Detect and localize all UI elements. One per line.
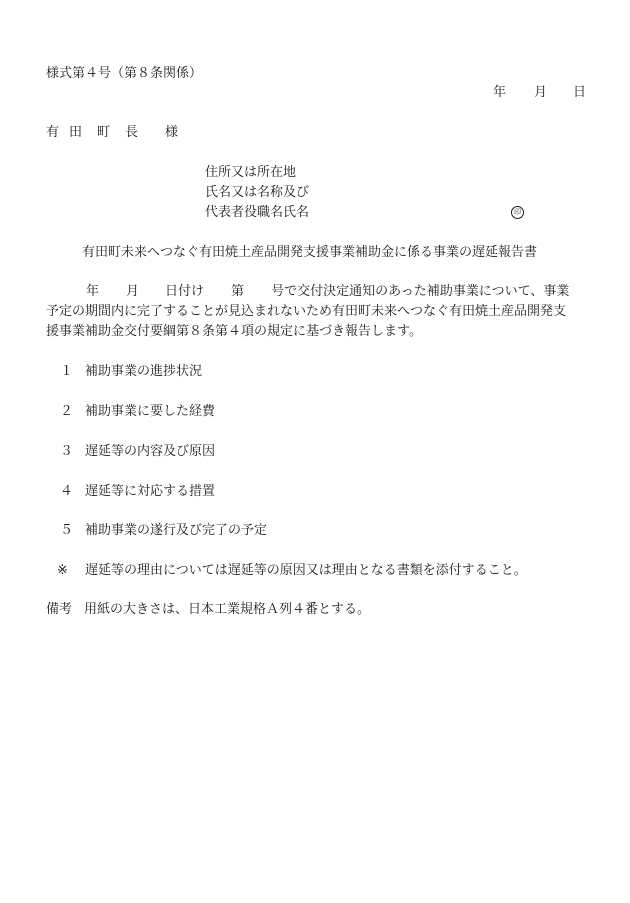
list-item-text: 遅延等の内容及び原因 [85,444,216,459]
list-item-number: ４ [60,484,74,499]
list-item [60,485,215,498]
applicant-name-label: 氏名又は名称及び [205,185,310,200]
list-item [60,524,267,537]
body-month: 月 [126,284,140,299]
remark-text: 用紙の大きさは、日本工業規格Ａ列４番とする。 [84,602,371,617]
applicant-representative-label: 代表者役職名氏名 [205,205,310,220]
list-item [60,365,202,378]
addressee-char: 長 [125,125,139,140]
body-line1-rest: 号で交付決定通知のあった補助事業について、事業 [271,284,570,299]
body-dated: 日付け [165,284,205,299]
body-paragraph-line: 援事業補助金交付要綱第８条第４項の規定に基づき報告します。 [46,324,422,339]
addressee-char: 町 [97,125,111,140]
note-text: 遅延等の理由については遅延等の原因又は理由となる書類を添付すること。 [85,563,527,578]
list-item-text: 遅延等に対応する措置 [85,484,216,499]
date-month-label: 月 [534,85,548,100]
list-item-number: １ [60,364,74,379]
body-number-prefix: 第 [231,284,245,299]
body-paragraph-line: 予定の期間内に完了することが見込まれないため有田町未来へつなぐ有田焼土産品開発支 [46,304,567,319]
addressee [46,126,178,139]
seal-mark: 印 [511,206,524,219]
list-item-text: 補助事業の遂行及び完了の予定 [85,523,268,538]
list-item [60,405,215,418]
applicant-address-label: 住所又は所在地 [205,165,297,180]
body-paragraph-line [86,285,569,298]
list-item-number: ３ [60,444,74,459]
date-day-label: 日 [573,85,587,100]
addressee-honorific: 様 [165,125,179,140]
list-item-text: 補助事業に要した経費 [85,404,216,419]
note [57,564,527,577]
note-mark: ※ [57,563,68,578]
addressee-char: 有 [46,125,60,140]
body-year: 年 [86,284,100,299]
list-item [60,445,215,458]
document-title: 有田町未来へつなぐ有田焼土産品開発支援事業補助金に係る事業の遅延報告書 [82,245,538,260]
addressee-char: 田 [69,125,83,140]
date-year-label: 年 [493,85,507,100]
remark [46,603,370,616]
remark-label: 備考 [46,602,73,617]
form-number: 様式第４号（第８条関係） [46,66,203,81]
list-item-number: ２ [60,404,74,419]
list-item-text: 補助事業の進捗状況 [85,364,203,379]
list-item-number: ５ [60,523,74,538]
